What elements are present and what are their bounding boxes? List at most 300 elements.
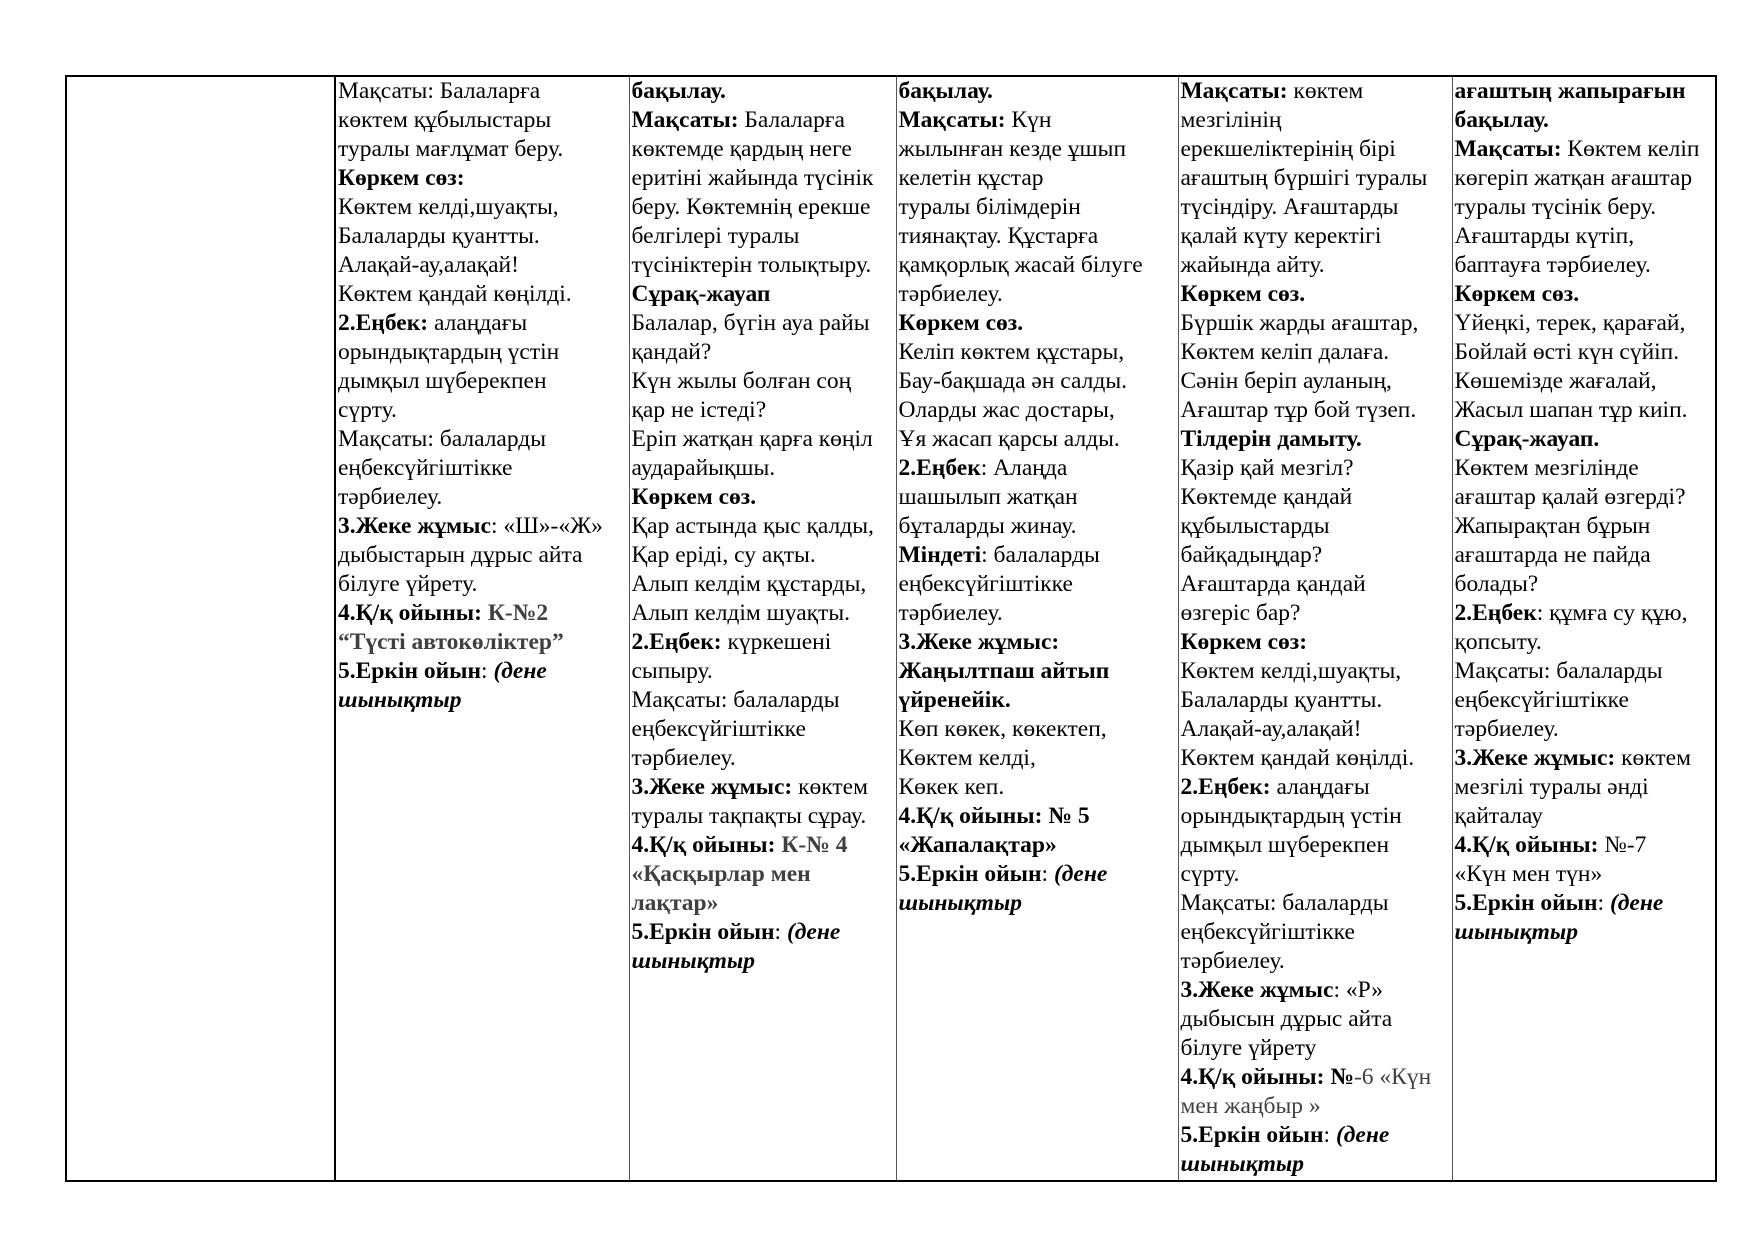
cell-line (899, 773, 1178, 802)
cell-line (1181, 773, 1452, 802)
cell-line (1181, 483, 1452, 512)
day-cell-2 (629, 77, 896, 1180)
text-run: Ағаштарда қандай (1180, 571, 1366, 597)
text-run: сүрту. (1180, 861, 1240, 887)
text-run: Жапырақтан бұрын (1454, 513, 1651, 539)
text-run: 5.Еркін ойын (1454, 890, 1598, 916)
text-run: (дене (1053, 861, 1108, 887)
text-run: Балаларға (738, 107, 845, 133)
cell-line (1181, 802, 1452, 831)
text-run: Күн (1005, 107, 1052, 133)
cell-line (1181, 193, 1452, 222)
text-run: Көктем келіп (1561, 136, 1700, 162)
text-run: : «Р» (1333, 977, 1383, 1003)
text-run: 4.Қ/қ ойыны: (631, 832, 776, 858)
text-run: Бүршік жарды ағаштар, (1180, 310, 1419, 336)
cell-line (632, 599, 896, 628)
cell-line (1181, 77, 1452, 106)
text-run: Мақсаты: (1454, 136, 1562, 162)
cell-line (1181, 425, 1452, 454)
text-run: № 5 (1042, 803, 1090, 829)
text-run: : балаларды (981, 542, 1100, 568)
cell-line (632, 686, 896, 715)
text-run: Міндеті (898, 542, 982, 568)
text-run: туралы тақпақты сұрау. (631, 803, 867, 829)
cell-line (1455, 715, 1716, 744)
text-run: 5.Еркін ойын (1180, 1122, 1324, 1148)
text-run: Мақсаты: (1180, 78, 1288, 104)
cell-line (1455, 628, 1716, 657)
cell-line (632, 773, 896, 802)
cell-line (1455, 657, 1716, 686)
cell-line (1455, 425, 1716, 454)
cell-line (338, 686, 629, 715)
cell-line (1455, 918, 1716, 947)
cell-line (632, 222, 896, 251)
text-run: : (1323, 1122, 1336, 1148)
text-run: бұталарды жинау. (898, 513, 1077, 539)
text-run: «Күн мен түн» (1454, 861, 1603, 887)
text-run: Сәнін беріп ауланың, (1180, 368, 1392, 394)
text-run: дымқыл шүберекпен (1180, 832, 1390, 858)
cell-line (1181, 309, 1452, 338)
text-run: 2.Еңбек (1454, 600, 1537, 626)
text-run: тәрбиелеу. (898, 600, 1003, 626)
cell-line (632, 512, 896, 541)
text-run: көктем құбылыстары (338, 107, 552, 133)
text-run: 3.Жеке жұмыс: (631, 774, 793, 800)
cell-line (899, 686, 1178, 715)
cell-line (338, 280, 629, 309)
cell-line (1455, 773, 1716, 802)
text-run: шынықтыр (1454, 919, 1578, 945)
cell-line (338, 309, 629, 338)
cell-line (1455, 280, 1716, 309)
text-run: К-№ 4 (775, 832, 848, 858)
text-run: еңбексүйгіштікке (1180, 919, 1355, 945)
text-run: Көктем келіп далаға. (1180, 339, 1390, 365)
text-run: Көкек кеп. (898, 774, 1005, 800)
cell-line (1455, 599, 1716, 628)
text-run: баптауға тәрбиелеу. (1454, 252, 1651, 278)
cell-line (632, 367, 896, 396)
text-run: Көркем сөз: (1180, 629, 1308, 655)
text-run: 3.Жеке жұмыс: (1454, 745, 1616, 771)
cell-line (338, 483, 629, 512)
text-run: сүрту. (338, 397, 397, 423)
text-run: Үйеңкі, терек, қарағай, (1454, 310, 1686, 336)
text-run: (дене (493, 658, 547, 684)
text-run: мезгілі туралы әнді (1454, 774, 1649, 800)
cell-line (1455, 570, 1716, 599)
text-run: : (481, 658, 494, 684)
text-run: Бойлай өсті күн сүйіп. (1454, 339, 1680, 365)
text-run: Балаларды қуантты. (1180, 687, 1383, 713)
cell-line (1181, 280, 1452, 309)
day-cell-4 (1178, 77, 1452, 1180)
text-run: тәрбиелеу. (338, 484, 443, 510)
cell-line (899, 251, 1178, 280)
plan-table (67, 77, 1715, 1180)
cell-line (632, 715, 896, 744)
text-run: (дене (1335, 1122, 1390, 1148)
plan-table-frame (65, 75, 1717, 1182)
cell-line (338, 425, 629, 454)
cell-line (632, 570, 896, 599)
cell-line (899, 802, 1178, 831)
text-run: дыбысын дұрыс айта (1180, 1006, 1393, 1032)
text-run: тәрбиелеу. (898, 281, 1003, 307)
text-run: дымқыл шүберекпен (338, 368, 547, 394)
cell-line (1455, 831, 1716, 860)
cell-line (1181, 1121, 1452, 1150)
cell-line (1181, 657, 1452, 686)
cell-line (1181, 396, 1452, 425)
text-run: бақылау. (898, 78, 993, 104)
text-run: тәрбиелеу. (1180, 948, 1285, 974)
cell-line (338, 628, 629, 657)
cell-line (632, 251, 896, 280)
cell-line (1181, 570, 1452, 599)
cell-line (338, 599, 629, 628)
cell-line (632, 483, 896, 512)
cell-line (899, 831, 1178, 860)
text-run: құбылыстарды (1180, 513, 1330, 539)
text-run: тәрбиелеу. (1454, 716, 1559, 742)
cell-line (899, 889, 1178, 918)
cell-line (899, 628, 1178, 657)
text-run: қар не істеді? (631, 397, 767, 423)
text-run: Сұрақ-жауап (631, 281, 771, 307)
cell-line (899, 338, 1178, 367)
text-run: ағаштар қалай өзгерді? (1454, 484, 1686, 510)
text-run: Мақсаты: (631, 107, 739, 133)
cell-line (338, 512, 629, 541)
text-run: беру. Көктемнің ерекше (631, 194, 871, 220)
cell-line (632, 106, 896, 135)
cell-line (632, 164, 896, 193)
cell-line (632, 541, 896, 570)
cell-line (899, 512, 1178, 541)
cell-line (1181, 338, 1452, 367)
cell-line (1181, 744, 1452, 773)
text-run: бақылау. (1454, 107, 1549, 133)
day-cell-5 (1452, 77, 1715, 1180)
cell-line (338, 396, 629, 425)
text-run: бақылау. (631, 78, 726, 104)
cell-line (899, 396, 1178, 425)
cell-line (338, 338, 629, 367)
text-run: 5.Еркін ойын (631, 919, 775, 945)
text-run: көктемде қардың неге (631, 136, 852, 162)
cell-line (1181, 164, 1452, 193)
text-run: еңбексүйгіштікке (338, 455, 513, 481)
cell-line (899, 599, 1178, 628)
cell-line (1181, 686, 1452, 715)
cell-line (1181, 1092, 1452, 1121)
cell-line (338, 541, 629, 570)
cell-line (1455, 77, 1716, 106)
cell-line (1181, 222, 1452, 251)
cell-line (1181, 454, 1452, 483)
text-run: шашылып жатқан (898, 484, 1078, 510)
text-run: Қар еріді, су ақты. (631, 542, 816, 568)
cell-line (1181, 715, 1452, 744)
text-run: көгеріп жатқан ағаштар (1454, 165, 1693, 191)
text-run: № (1324, 1064, 1354, 1090)
day-cell-3 (896, 77, 1178, 1180)
text-run: “Түсті автокөліктер” (338, 629, 564, 655)
cell-line (1455, 164, 1716, 193)
text-run: лақтар» (631, 890, 719, 916)
cell-line (1455, 454, 1716, 483)
cell-line (1181, 367, 1452, 396)
text-run: Мақсаты: балаларды (338, 426, 547, 452)
cell-line (899, 193, 1178, 222)
cell-line (338, 657, 629, 686)
cell-line (632, 280, 896, 309)
text-run: мезгілінің (1180, 107, 1282, 133)
cell-line (632, 918, 896, 947)
text-run: Алып келдім құстарды, (631, 571, 867, 597)
text-run: орындықтардың үстін (1180, 803, 1402, 829)
text-run: ағаштың жапырағын (1454, 78, 1686, 104)
cell-line (1455, 483, 1716, 512)
cell-line (1181, 541, 1452, 570)
text-run: Мақсаты: Балаларға (338, 78, 541, 104)
cell-line (632, 77, 896, 106)
text-run: 2.Еңбек: (338, 310, 429, 336)
cell-line (899, 280, 1178, 309)
text-run: өзгеріс бар? (1180, 600, 1301, 626)
text-run: қайталау (1454, 803, 1543, 829)
text-run: еңбексүйгіштікке (898, 571, 1073, 597)
cell-line (1181, 947, 1452, 976)
text-run: 4.Қ/қ ойыны: (1180, 1064, 1325, 1090)
text-run: сыпыру. (631, 658, 713, 684)
text-run: 3.Жеке жұмыс (338, 513, 491, 539)
text-run: еңбексүйгіштікке (631, 716, 806, 742)
text-run: жылынған кезде ұшып (898, 136, 1127, 162)
text-run: Қазір қай мезгіл? (1180, 455, 1354, 481)
text-run: Бау-бақшада ән салды. (898, 368, 1127, 394)
text-run: болады? (1454, 571, 1539, 597)
cell-line (899, 367, 1178, 396)
text-run: туралы түсінік беру. (1454, 194, 1657, 220)
text-run: дыбыстарын дұрыс айта (338, 542, 583, 568)
text-run: Жаңылтпаш айтып (898, 658, 1110, 684)
text-run: Ағаштар тұр бой түзеп. (1180, 397, 1417, 423)
text-run: Ағаштарды күтіп, (1454, 223, 1635, 249)
text-run: Қар астында қыс қалды, (631, 513, 874, 539)
cell-line (899, 454, 1178, 483)
text-run: Мақсаты: (898, 107, 1006, 133)
text-run: Көктем келді,шуақты, (338, 194, 559, 220)
text-run: Келіп көктем құстары, (898, 339, 1125, 365)
text-run: Көп көкек, көкектеп, (898, 716, 1107, 742)
cell-line (632, 802, 896, 831)
cell-line (632, 396, 896, 425)
text-run: Оларды жас достары, (898, 397, 1115, 423)
text-run: Көркем сөз. (631, 484, 757, 510)
text-run: 3.Жеке жұмыс: (898, 629, 1060, 655)
text-run: аударайықшы. (631, 455, 776, 481)
cell-line (1455, 802, 1716, 831)
text-run: 2.Еңбек: (631, 629, 722, 655)
text-run: еңбексүйгіштікке (1454, 687, 1629, 713)
text-run: Көркем сөз: (338, 165, 465, 191)
cell-line (899, 541, 1178, 570)
cell-line (1181, 599, 1452, 628)
text-run: 4.Қ/қ ойыны: (338, 600, 482, 626)
cell-line (899, 77, 1178, 106)
cell-line (632, 889, 896, 918)
cell-line (1455, 193, 1716, 222)
text-run: 4.Қ/қ ойыны: (898, 803, 1043, 829)
text-run: туралы мағлұмат беру. (338, 136, 564, 162)
text-run: Көктем келді,шуақты, (1180, 658, 1402, 684)
cell-line (338, 454, 629, 483)
text-run: : Алаңда (980, 455, 1068, 481)
text-run: Көктемде қандай (1180, 484, 1353, 510)
text-run: : (774, 919, 787, 945)
text-run: туралы білімдерін (898, 194, 1081, 220)
text-run: тиянақтау. Құстарға (898, 223, 1099, 249)
cell-line (1455, 367, 1716, 396)
text-run: Алақай-ау,алақай! (338, 252, 519, 278)
text-run: Көшемізде жағалай, (1454, 368, 1657, 394)
text-run: Көркем сөз. (1454, 281, 1580, 307)
text-run: келетін құстар (898, 165, 1044, 191)
text-run: : құмға су құю, (1536, 600, 1688, 626)
text-run: «Жапалақтар» (898, 832, 1057, 858)
text-run: алаңдағы (1270, 774, 1370, 800)
text-run: -6 «Күн (1353, 1064, 1432, 1090)
text-run: жайында айту. (1180, 252, 1325, 278)
cell-line (899, 715, 1178, 744)
text-run: Көркем сөз. (898, 310, 1024, 336)
cell-line (1455, 396, 1716, 425)
cell-line (1455, 338, 1716, 367)
text-run: күркешені (721, 629, 832, 655)
text-run: шынықтыр (338, 687, 462, 713)
text-run: К-№2 (481, 600, 549, 626)
cell-line (1455, 222, 1716, 251)
cell-line (1181, 889, 1452, 918)
text-run: қамқорлық жасай білуге (898, 252, 1143, 278)
cell-line (632, 744, 896, 773)
cell-line (899, 135, 1178, 164)
text-run: көктем (792, 774, 868, 800)
text-run: Балалар, бүгін ауа райы (631, 310, 870, 336)
cell-line (1455, 686, 1716, 715)
cell-line (899, 744, 1178, 773)
text-run: 3.Жеке жұмыс (1180, 977, 1334, 1003)
text-run: 5.Еркін ойын (338, 658, 482, 684)
cell-line (899, 483, 1178, 512)
text-run: №-7 (1598, 832, 1647, 858)
cell-line (1181, 1005, 1452, 1034)
cell-line (338, 135, 629, 164)
cell-line (899, 860, 1178, 889)
cell-line (632, 309, 896, 338)
cell-line (899, 106, 1178, 135)
cell-line (1455, 744, 1716, 773)
text-run: Тілдерін дамыту. (1180, 426, 1362, 452)
text-run: еритіні жайында түсінік (631, 165, 874, 191)
cell-line (632, 947, 896, 976)
text-run: білуге үйрету. (338, 571, 478, 597)
text-run: орындықтардың үстін (338, 339, 560, 365)
cell-line (899, 164, 1178, 193)
text-run: Көркем сөз. (1180, 281, 1306, 307)
text-run: көктем (1287, 78, 1364, 104)
text-run: : «Ш»-«Ж» (490, 513, 603, 539)
text-run: Ұя жасап қарсы алды. (898, 426, 1120, 452)
label-cell (67, 77, 335, 1180)
cell-line (338, 367, 629, 396)
text-run: байқадыңдар? (1180, 542, 1323, 568)
cell-line (632, 454, 896, 483)
cell-line (338, 77, 629, 106)
text-run: мен жаңбыр » (1180, 1093, 1321, 1119)
text-run: тәрбиелеу. (631, 745, 736, 771)
text-run: Балаларды қуантты. (338, 223, 540, 249)
text-run: ерекшеліктерінің бірі (1180, 136, 1396, 162)
text-run: Күн жылы болған соң (631, 368, 852, 394)
text-run: қопсыту. (1454, 629, 1542, 655)
text-run: түсініктерін толықтыру. (631, 252, 872, 278)
text-run: «Қасқырлар мен (631, 861, 811, 887)
text-run: шынықтыр (898, 890, 1022, 916)
text-run: көктем (1615, 745, 1691, 771)
text-run: Мақсаты: балаларды (1180, 890, 1389, 916)
table-row (67, 77, 1715, 1180)
text-run: Мақсаты: балаларды (631, 687, 840, 713)
cell-line (1181, 918, 1452, 947)
text-run: 2.Еңбек (898, 455, 981, 481)
text-run: алаңдағы (428, 310, 528, 336)
text-run: шынықтыр (631, 948, 755, 974)
text-run: ағаштарда не пайда (1454, 542, 1651, 568)
text-run: үйренейік. (898, 687, 1011, 713)
cell-line (632, 831, 896, 860)
cell-line (1455, 541, 1716, 570)
text-run: Сұрақ-жауап. (1454, 426, 1600, 452)
cell-line (1455, 512, 1716, 541)
text-run: қандай? (631, 339, 712, 365)
cell-line (1455, 106, 1716, 135)
cell-line (1455, 251, 1716, 280)
cell-line (1455, 135, 1716, 164)
text-run: 4.Қ/қ ойыны: (1454, 832, 1599, 858)
text-run: ағаштың бүршігі туралы (1180, 165, 1428, 191)
cell-line (632, 425, 896, 454)
cell-line (632, 135, 896, 164)
text-run: Алақай-ау,алақай! (1180, 716, 1362, 742)
day-cell-1 (335, 77, 629, 1180)
text-run: 2.Еңбек: (1180, 774, 1271, 800)
cell-line (899, 425, 1178, 454)
text-run: : (1597, 890, 1610, 916)
cell-line (1181, 512, 1452, 541)
cell-line (338, 222, 629, 251)
text-run: Көктем қандай көңілді. (338, 281, 572, 307)
cell-line (1455, 889, 1716, 918)
text-run: Көктем келді, (898, 745, 1036, 771)
cell-line (1181, 135, 1452, 164)
cell-line (1181, 976, 1452, 1005)
